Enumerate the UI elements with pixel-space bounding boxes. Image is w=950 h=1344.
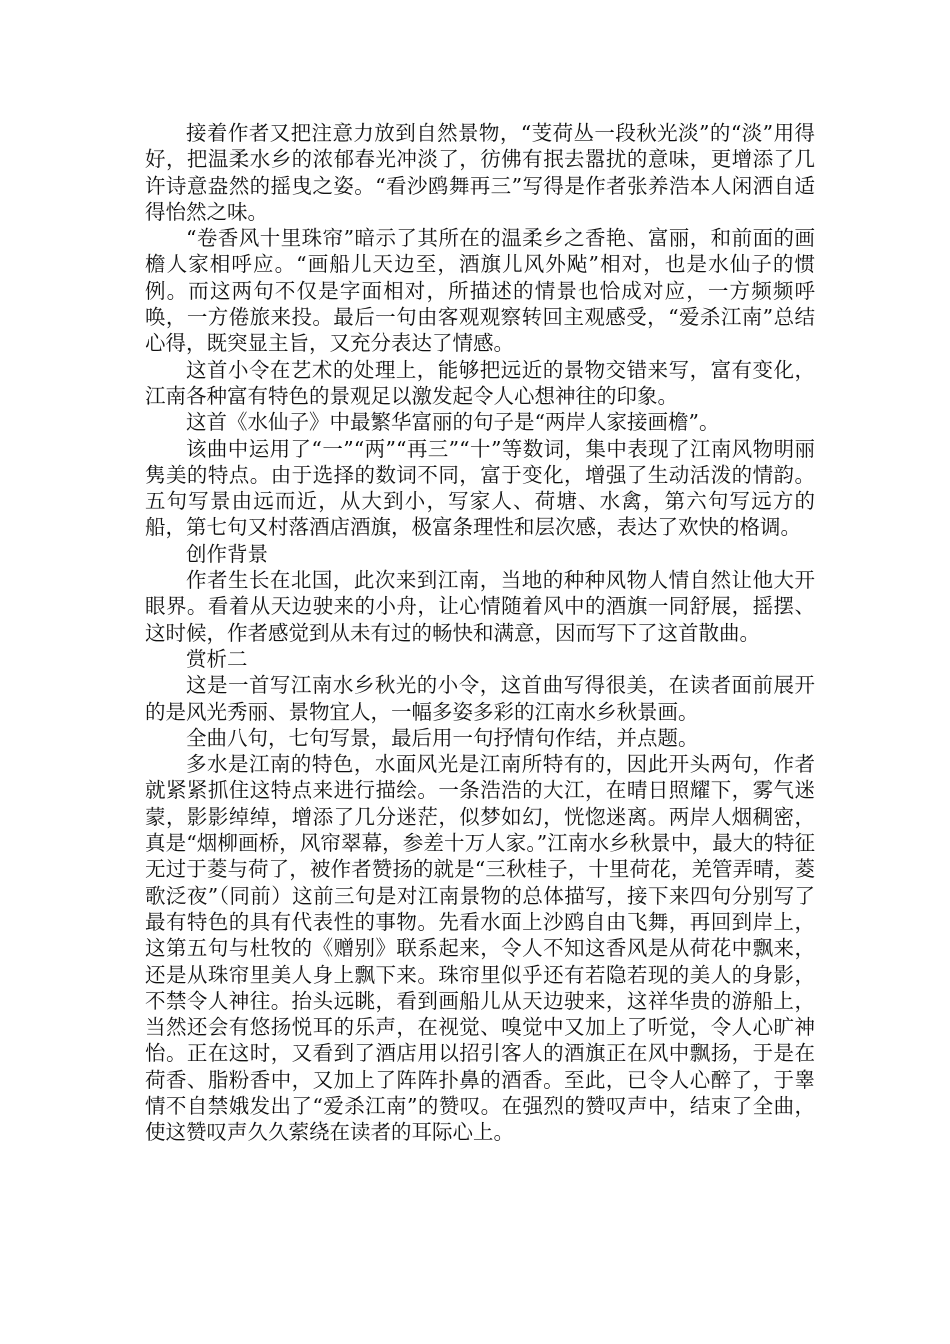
paragraph: 该曲中运用了“一”“两”“再三”“十”等数词，集中表现了江南风物明丽隽美的特点。由于选择的数词不同，富于变化，增强了生动活泼的情韵。五句写景由远而近，从大到小，写家人、荷塘、水禽，第六句写远方的船，第七句又村落酒店酒旗，极富条理性和层次感，表达了欢快的格调。 [145, 436, 815, 540]
paragraph: “卷香风十里珠帘”暗示了其所在的温柔乡之香艳、富丽，和前面的画檐人家相呼应。“画船儿天边至，酒旗儿风外飐”相对，也是水仙子的惯例。而这两句不仅是字面相对，所描述的情景也恰成对应，一方频频呼唤，一方倦旅来投。最后一句由客观观察转回主观感受，“爱杀江南”总结心得，既突显主旨，又充分表达了情感。 [145, 226, 815, 356]
paragraph: 这首小令在艺术的处理上，能够把远近的景物交错来写，富有变化，江南各种富有特色的景观足以激发起令人心想神往的印象。 [145, 357, 815, 408]
section-heading: 赏析二 [186, 646, 248, 671]
section-heading: 创作背景 [186, 541, 268, 566]
paragraph: 接着作者又把注意力放到自然景物，“芰荷丛一段秋光淡”的“淡”用得好，把温柔水乡的浓郁春光冲淡了，彷佛有抿去嚣扰的意味，更增添了几许诗意盎然的摇曳之姿。“看沙鸥舞再三”写得是作者张养浩本人闲洒自适得怡然之味。 [145, 121, 815, 224]
document-body [145, 120, 815, 1146]
paragraph: 作者生长在北国，此次来到江南，当地的种种风物人情自然让他大开眼界。看着从天边驶来的小舟，让心情随着风中的酒旗一同舒展，摇摆、这时候，作者感觉到从未有过的畅快和满意，因而写下了这首散曲。 [145, 568, 815, 645]
paragraph: 全曲八句，七句写景，最后用一句抒情句作结，并点题。 [186, 725, 699, 750]
paragraph: 这是一首写江南水乡秋光的小令，这首曲写得很美，在读者面前展开的是风光秀丽、景物宜人，一幅多姿多彩的江南水乡秋景画。 [145, 673, 815, 724]
paragraph: 多水是江南的特色，水面风光是江南所特有的，因此开头两句，作者就紧紧抓住这特点来进行描绘。一条浩浩的大江，在晴日照耀下，雾气迷蒙，影影绰绰，增添了几分迷茫，似梦如幻，恍惚迷离。两岸人烟稠密，真是“烟柳画桥，风帘翠幕，参差十万人家。”江南水乡秋景中，最大的特征无过于菱与荷了，被作者赞扬的就是“三秋桂子，十里荷花，羌管弄晴，菱歌泛夜”（同前）这前三句是对江南景物的总体描写，接下来四句分别写了最有特色的具有代表性的事物。先看水面上沙鸥自由飞舞，再回到岸上，这第五句与杜牧的《赠别》联系起来，令人不知这香风是从荷花中飘来，还是从珠帘里美人身上飘下来。珠帘里似乎还有若隐若现的美人的身影，不禁令人神往。抬头远眺，看到画船儿从天边驶来，这祥华贵的游船上，当然还会有悠扬悦耳的乐声，在视觉、嗅觉中又加上了听觉，令人心旷神怡。正在这时，又看到了酒店用以招引客人的酒旗正在风中飘扬，于是在荷香、脂粉香中，又加上了阵阵扑鼻的酒香。至此，已令人心醉了，于睾情不自禁娥发出了“爱杀江南”的赞叹。在强烈的赞叹声中，结束了全曲，使这赞叹声久久萦绕在读者的耳际心上。 [145, 752, 815, 1145]
paragraph: 这首《水仙子》中最繁华富丽的句子是“两岸人家接画檐”。 [186, 410, 720, 435]
